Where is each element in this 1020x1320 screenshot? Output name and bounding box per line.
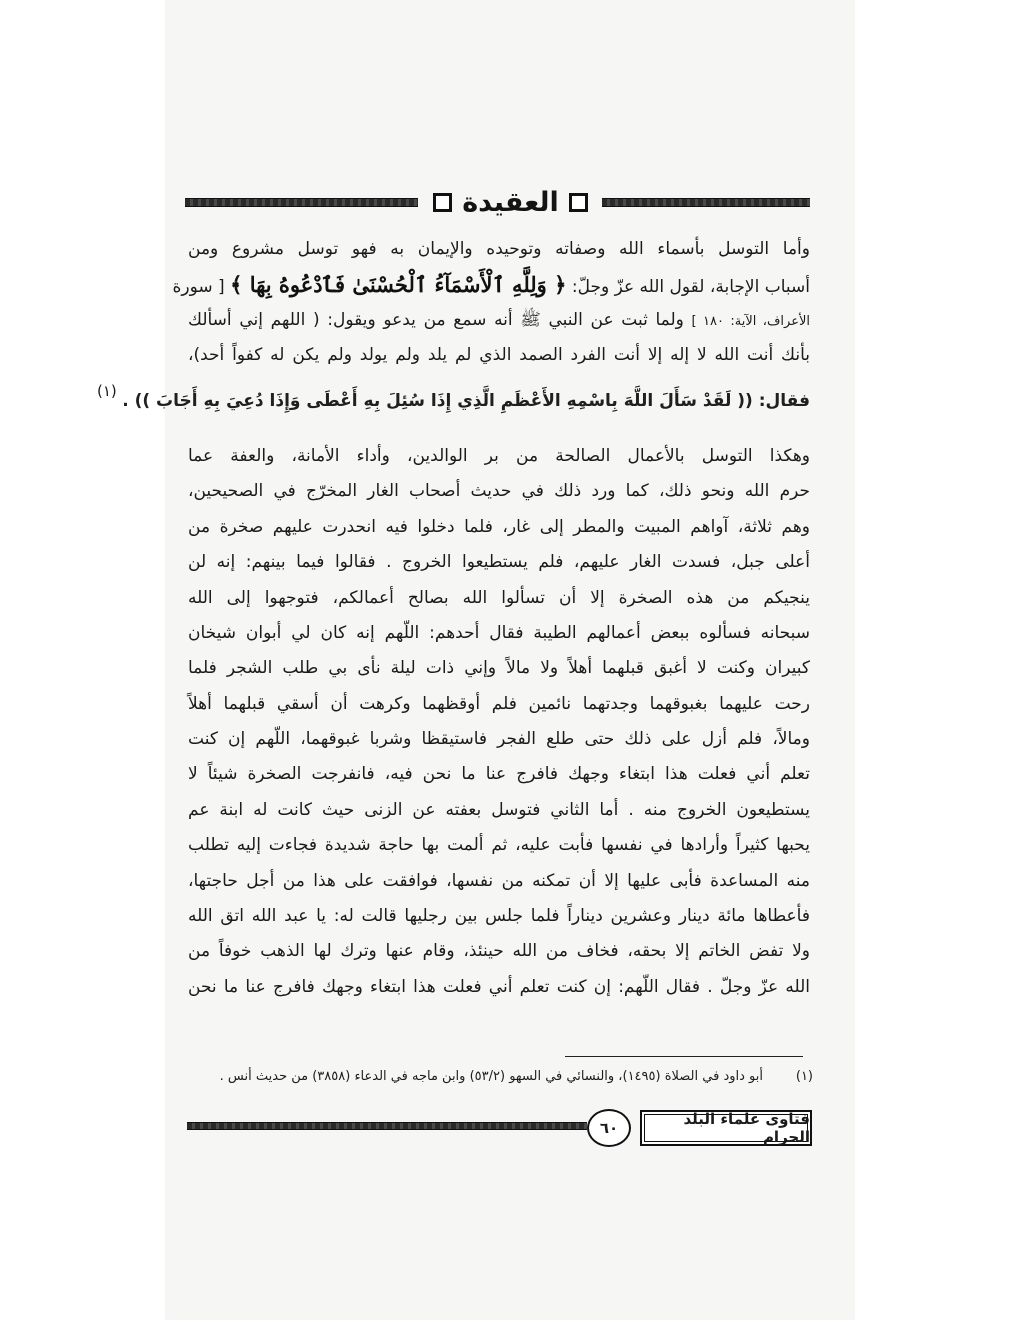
square-icon — [569, 193, 588, 212]
text-line: وهكذا التوسل بالأعمال الصالحة من بر الوالدين، وأداء الأمانة، والعفة عما — [188, 445, 810, 466]
text-segment: ولما ثبت عن النبي ﷺ أنه سمع من يدعو ويقول: ( اللهم إني أسألك — [188, 309, 684, 330]
text-line: كبيران وكنت لا أغبق قبلهما أهلاً ولا مالاً وإني ذات ليلة نأى بي طلب الشجر فلما — [188, 658, 810, 679]
text-line: ومالاً، فلم أزل على ذلك حتى طلع الفجر فاستيقظا وشربا غبوقهما، اللّهم إن كنت — [188, 729, 810, 750]
text-line: بأنك أنت الله لا إله إلا أنت الفرد الصمد الذي لم يلد ولم يولد ولم يكن له كفواً أحد)، — [188, 345, 810, 366]
text-line: وأما التوسل بأسماء الله وصفاته وتوحيده والإيمان به فهو توسل مشروع ومن — [188, 239, 810, 259]
page-header — [185, 182, 810, 222]
text-line — [97, 374, 810, 411]
footnote-text: أبو داود في الصلاة (١٤٩٥)، والنسائي في السهو (٥٣/٢) وابن ماجه في الدعاء (٣٨٥٨) من حديث أنس . — [219, 1069, 763, 1084]
text-line: ولا تفض الخاتم إلا بحقه، فخاف من الله حينئذ، وقام عنها وترك لها الذهب خوفاً من — [188, 941, 810, 962]
text-line: سبحانه فسألوه ببعض أعمالهم الطيبة فقال أحدهم: اللّهم إنه كان لي أبوان شيخان — [188, 622, 810, 643]
text-line: الله عزّ وجلّ . فقال اللّهم: إن كنت تعلم أني فعلت هذا ابتغاء وجهك فافرج عنا ما نحن — [188, 976, 810, 997]
footnote — [200, 1069, 813, 1084]
text-line: رحت عليهما بغبوقهما وجدتهما نائمين فلم أوقظهما وكرهت أن أسقي قبلهما أهلاً — [188, 693, 810, 714]
body-text — [97, 232, 810, 1005]
footnote-ref: (١) — [97, 381, 117, 400]
page-footer — [187, 1110, 812, 1150]
page-number: ٦٠ — [587, 1109, 631, 1147]
quran-verse: ﴿ وَلِلَّهِ ٱلْأَسْمَآءُ ٱلْحُسْنَىٰ فَٱدْعُوهُ بِهَا ﴾ — [230, 272, 567, 298]
text-line: أعلى جبل، فسدت الغار عليهم، فلم يستطيعوا الخروج . فقالوا فيما بينهم: إنه لن — [188, 552, 810, 573]
text-line: وهم ثلاثة، آواهم المبيت والمطر إلى غار، فلما دخلوا فيه انحدرت عليهم صخرة من — [188, 516, 810, 537]
text-line: منه المساعدة فأبى عليها إلا أن تمكنه من نفسها، فوافقت على هذا من أجل حاجتها، — [188, 870, 810, 891]
footnote-number: (١) — [795, 1069, 813, 1084]
text-line: يحبها كثيراً وأرادها في نفسها فأبت عليه، ثم ألمت بها حاجة شديدة فجاءت إليه تطلب — [188, 835, 810, 856]
square-icon — [433, 193, 452, 212]
verse-reference: الأعراف، الآية: ١٨٠ ] — [691, 313, 810, 329]
paragraph-gap — [188, 409, 810, 439]
hadith-quote: فقال: (( لَقَدْ سَأَلَ اللَّهَ بِاسْمِهِ الأَعْظَمِ الَّذِي إِذَا سُئِلَ بِهِ أَعْطَى وَإِذَا دُعِيَ بِهِ أَجَابَ )) . — [122, 390, 810, 411]
text-line: يستطيعون الخروج منه . أما الثاني فتوسل بعفته عن الزنى حيث كانت له ابنة عم — [188, 799, 810, 820]
text-line: تعلم أني فعلت هذا ابتغاء وجهك فافرج عنا ما نحن فيه، فانفرجت الصخرة شيئاً لا — [188, 764, 810, 785]
header-rule-left — [185, 198, 418, 207]
header-rule-right — [602, 198, 810, 207]
text-line: حرم الله ونحو ذلك، كما ورد ذلك في حديث أصحاب الغار المخرّج في الصحيحين، — [188, 481, 810, 502]
text-segment: [ سورة — [172, 277, 225, 298]
text-line: فأعطاها مائة دينار وعشرين ديناراً فلما جلس بين رجليها قالت له: يا عبد الله اتق الله — [188, 906, 810, 927]
text-line — [188, 303, 810, 338]
section-title: العقيدة — [462, 186, 559, 218]
header-title-box — [428, 182, 593, 222]
text-segment: أسباب الإجابة، لقول الله عزّ وجلّ: — [571, 277, 810, 298]
text-line — [172, 267, 810, 302]
book-title: فتاوى علماء البلد الحرام — [640, 1110, 812, 1146]
footer-rule — [187, 1122, 587, 1130]
footnote-divider — [565, 1056, 803, 1057]
text-line: ينجيكم من هذه الصخرة إلا أن تسألوا الله بصالح أعمالكم، فتوجهوا إلى الله — [188, 587, 810, 608]
